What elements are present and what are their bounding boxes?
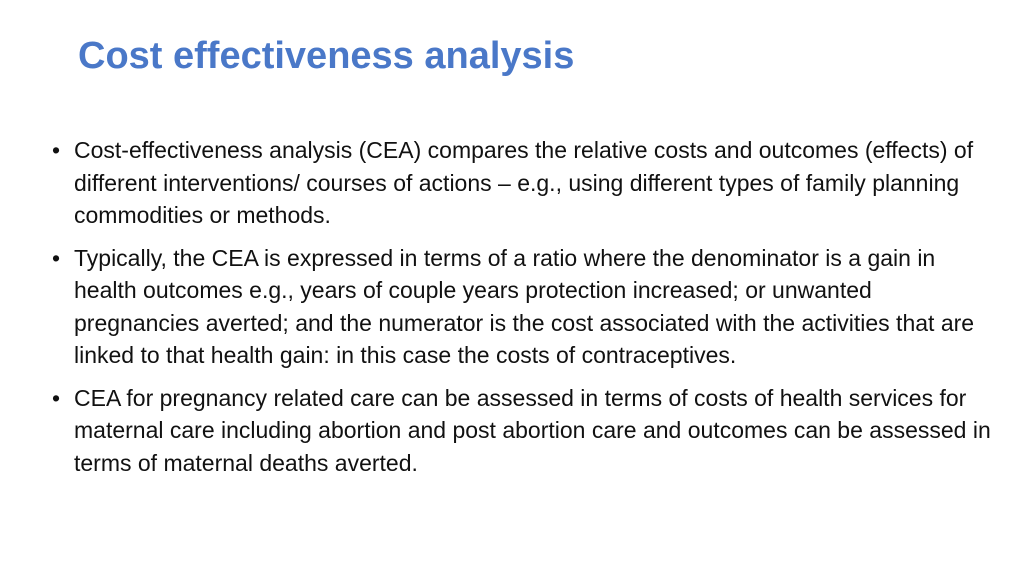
bullet-item	[52, 382, 992, 480]
bullet-text: Typically, the CEA is expressed in terms of a ratio where the denominator is a gain in health outcomes e.g., years of couple years protection increased; or unwanted pregnancies averted; and the numerator is the cost associated with the activities that are linked to that health gain: in this case the costs of contraceptives.	[74, 244, 975, 368]
bullet-text: Cost-effectiveness analysis (CEA) compares the relative costs and outcomes (effects) of different interventions/ courses of actions – e.g., using different types of family planning commodities or methods.	[74, 137, 974, 228]
bullet-list	[52, 134, 992, 489]
bullet-item	[52, 134, 992, 232]
slide-title: Cost effectiveness analysis	[78, 35, 575, 77]
bullet-text: CEA for pregnancy related care can be assessed in terms of costs of health services for maternal care including abortion and post abortion care and outcomes can be assessed in terms of maternal deaths averted.	[74, 384, 991, 476]
bullet-dot-icon: •	[52, 384, 61, 411]
bullet-item	[52, 242, 992, 372]
bullet-dot-icon: •	[52, 137, 61, 163]
bullet-dot-icon: •	[52, 244, 61, 271]
